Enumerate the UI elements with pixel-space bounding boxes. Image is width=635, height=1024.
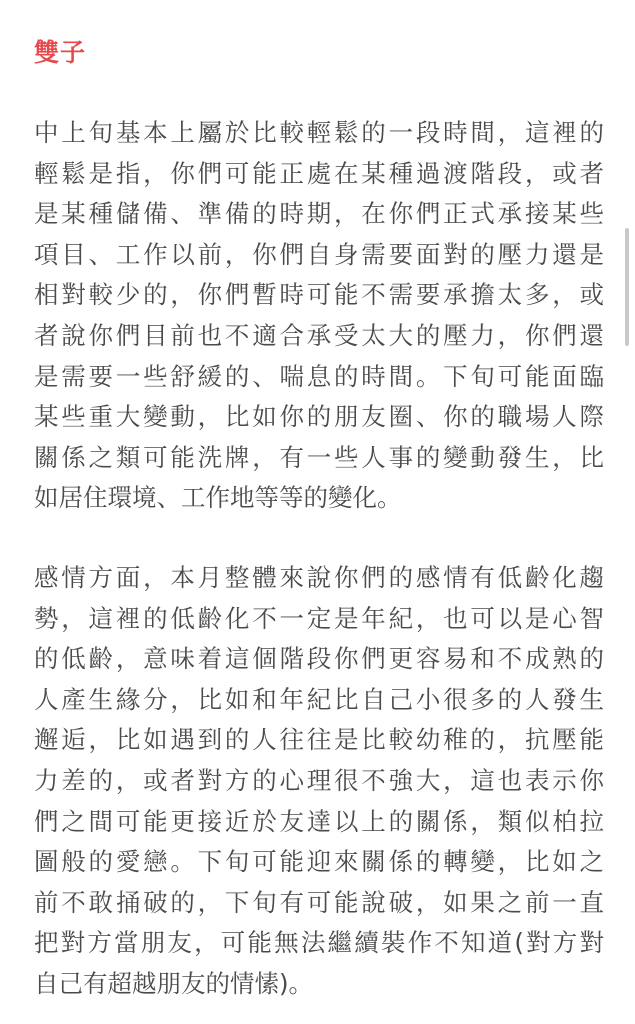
paragraph-line: 們之間可能更接近於友達以上的關係，類似柏拉 xyxy=(34,806,604,836)
paragraph-overview xyxy=(34,113,604,519)
paragraph-line: 自己有超越朋友的情愫)。 xyxy=(34,968,314,998)
paragraph-line: 勢，這裡的低齡化不一定是年紀，也可以是心智 xyxy=(34,603,604,633)
paragraph-line: 前不敢捅破的，下旬有可能說破，如果之前一直 xyxy=(34,887,604,917)
paragraph-love xyxy=(34,558,604,1005)
paragraph-line: 圖般的愛戀。下旬可能迎來關係的轉變，比如之 xyxy=(34,847,604,877)
paragraph-line: 人產生緣分，比如和年紀比自己小很多的人發生 xyxy=(34,684,604,714)
section-heading: 雙子 xyxy=(34,38,87,67)
paragraph-line: 如居住環境、工作地等等的變化。 xyxy=(34,483,402,513)
paragraph-line: 關係之類可能洗牌，有一些人事的變動發生，比 xyxy=(34,442,604,472)
paragraph-line: 是需要一些舒緩的、喘息的時間。下旬可能面臨 xyxy=(34,361,604,391)
paragraph-line: 某些重大變動，比如你的朋友圈、你的職場人際 xyxy=(34,402,604,432)
paragraph-line: 力差的，或者對方的心理很不強大，這也表示你 xyxy=(34,765,604,795)
paragraph-line: 感情方面，本月整體來說你們的感情有低齡化趨 xyxy=(34,563,604,592)
paragraph-line: 者說你們目前也不適合承受太大的壓力，你們還 xyxy=(34,320,604,350)
paragraph-line: 中上旬基本上屬於比較輕鬆的一段時間，這裡的 xyxy=(34,118,604,147)
vertical-scrollbar[interactable] xyxy=(625,228,629,346)
paragraph-line: 的低齡，意味着這個階段你們更容易和不成熟的 xyxy=(34,644,604,674)
paragraph-line: 項目、工作以前，你們自身需要面對的壓力還是 xyxy=(34,239,604,269)
paragraph-line: 是某種儲備、準備的時期，在你們正式承接某些 xyxy=(34,199,604,229)
paragraph-line: 邂逅，比如遇到的人往往是比較幼稚的，抗壓能 xyxy=(34,725,604,755)
paragraph-line: 輕鬆是指，你們可能正處在某種過渡階段，或者 xyxy=(34,158,604,188)
paragraph-line: 把對方當朋友，可能無法繼續裝作不知道(對方對 xyxy=(34,928,604,958)
paragraph-line: 相對較少的，你們暫時可能不需要承擔太多，或 xyxy=(34,280,604,310)
